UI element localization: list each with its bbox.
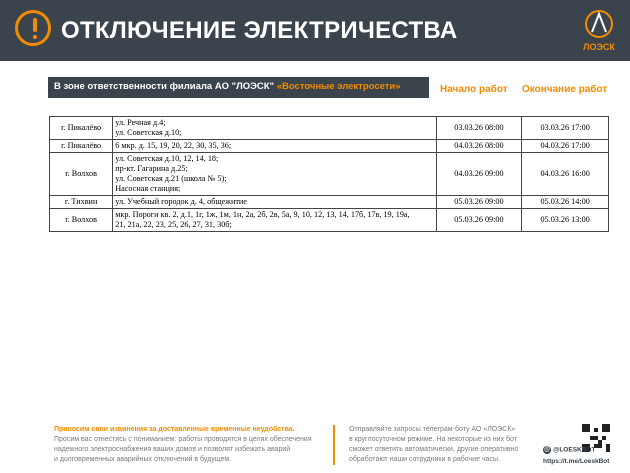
end-time-cell: 03.03.26 17:00	[522, 117, 609, 140]
table-row	[50, 153, 609, 196]
footer-left-line: Просим вас отнестись с пониманием: работы проводятся в целях обеспечения	[54, 436, 312, 443]
exclamation-circle-icon	[15, 10, 51, 46]
telegram-icon: @	[544, 447, 550, 453]
start-time-cell: 05.03.26 09:00	[436, 196, 522, 209]
end-time-cell: 05.03.26 14:00	[522, 196, 609, 209]
branch-label: В зоне ответственности филиала АО "ЛОЭСК"	[54, 81, 275, 92]
footer-mid-line: Отправляйте запросы телеграм-боту АО «ЛОЭСК»	[349, 426, 516, 433]
footer-left-line: и долговременных аварийных отключений в будущем.	[54, 456, 232, 463]
footer-mid-line: обработают наши сотрудники в рабочие часы.	[349, 456, 500, 463]
footer-mid-line: сможет ответить автоматически, другие оперативно	[349, 446, 519, 453]
apology-text: Приносим свои извинения за доставленные временные неудобства.	[54, 426, 295, 433]
end-time-cell: 04.03.26 16:00	[522, 153, 609, 196]
loesk-logo	[582, 8, 616, 54]
address-line: ул. Советская д.10;	[115, 128, 182, 137]
table-row	[50, 196, 609, 209]
branch-accent: «Восточные электросети»	[276, 81, 401, 92]
address-line: ул. Учебный городок д. 4, общежитие	[115, 197, 247, 206]
address-line: 6 мкр. д. 15, 19, 20, 22, 30, 35, 36;	[115, 141, 232, 150]
end-time-cell: 05.03.26 13:00	[522, 209, 609, 232]
table-row	[50, 117, 609, 140]
address-cell	[113, 140, 436, 153]
footer-left-line: надежного электроснабжения ваших домов и позволят избежать аварий	[54, 446, 291, 453]
start-column-header: Начало работ	[440, 84, 508, 95]
schedule-table	[49, 116, 609, 232]
end-time-cell: 04.03.26 17:00	[522, 140, 609, 153]
footer-notice	[54, 425, 324, 465]
address-cell	[113, 196, 436, 209]
footer-bot-info	[349, 425, 539, 465]
address-cell	[113, 153, 436, 196]
start-time-cell: 04.03.26 08:00	[436, 140, 522, 153]
start-time-cell: 05.03.26 09:00	[436, 209, 522, 232]
header-banner	[0, 0, 630, 61]
city-cell: г. Тихвин	[50, 196, 113, 209]
city-cell: г. Пикалёво	[50, 140, 113, 153]
address-line: Насосная станция;	[115, 184, 181, 193]
logo-text: ЛОЭСК	[583, 42, 615, 52]
start-time-cell: 03.03.26 08:00	[436, 117, 522, 140]
city-cell: г. Пикалёво	[50, 117, 113, 140]
address-line: 21, 21а, 22, 23, 25, 26, 27, 31, 30б;	[115, 220, 232, 229]
address-line: ул. Советская д.10, 12, 14, 18;	[115, 154, 219, 163]
city-cell: г. Волхов	[50, 209, 113, 232]
footer-divider	[333, 425, 335, 465]
page-title: ОТКЛЮЧЕНИЕ ЭЛЕКТРИЧЕСТВА	[61, 17, 458, 44]
address-line: пр-кт. Гагарина д.25;	[115, 164, 188, 173]
branch-bar	[48, 77, 429, 98]
address-cell	[113, 209, 436, 232]
address-cell	[113, 117, 436, 140]
city-cell: г. Волхов	[50, 153, 113, 196]
bot-handle-text: @LOESKBOT	[553, 446, 596, 454]
table-row	[50, 140, 609, 153]
end-column-header: Окончание работ	[522, 84, 608, 95]
address-line: ул. Речная д.4;	[115, 118, 166, 127]
table-row	[50, 209, 609, 232]
address-line: ул. Советская д.21 (школа № 5);	[115, 174, 227, 183]
bot-handle[interactable]	[543, 446, 595, 454]
footer-mid-line: в круглосуточном режиме. На некоторые из них бот	[349, 436, 517, 443]
bot-link[interactable]: https://t.me/LoeskBot	[543, 458, 610, 465]
address-line: мкр. Пороги кв. 2, д.1, 1г, 1ж, 1м, 1н, 2а, 2б, 2в, 5а, 9, 10, 12, 13, 14, 17б, 17в, 19, 19а,	[115, 210, 410, 219]
start-time-cell: 04.03.26 09:00	[436, 153, 522, 196]
